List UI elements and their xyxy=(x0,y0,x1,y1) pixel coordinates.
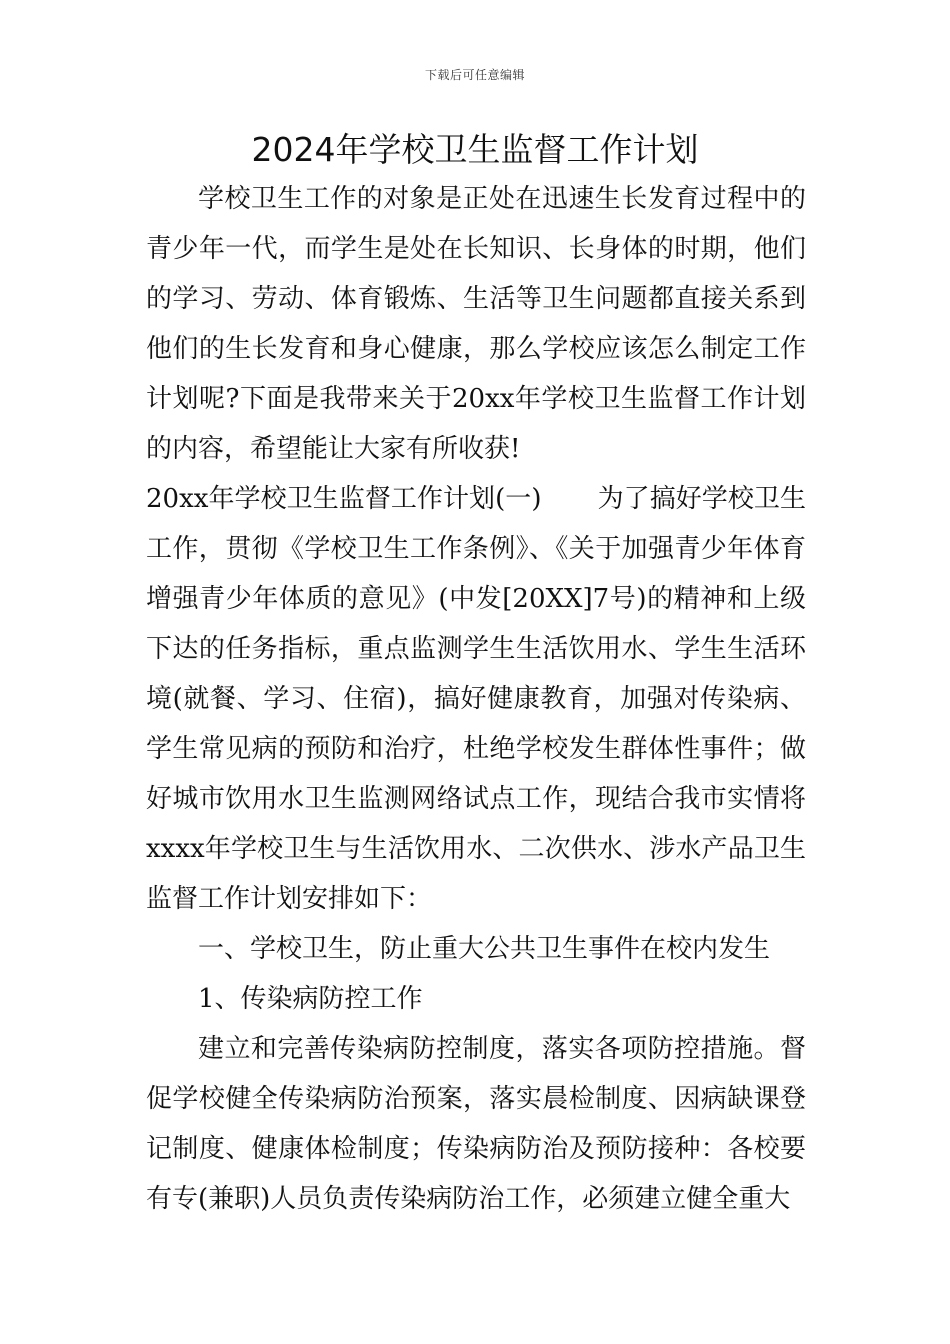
plan-body: 为了搞好学校卫生工作，贯彻《学校卫生工作条例》、《关于加强青少年体育增强青少年体质的意见》(中发[20XX]7号)的精神和上级下达的任务指标，重点监测学生生活饮用水、学生生活环境(就餐、学习、住宿)，搞好健康教育，加强对传染病、学生常见病的预防和治疗，杜绝学校发生群体性事件；做好城市饮用水卫生监测网络试点工作，现结合我市实情将xxxx年学校卫生与生活饮用水、二次供水、涉水产品卫生监督工作计划安排如下： xyxy=(146,484,806,914)
subsection-heading-1: 1、传染病防控工作 xyxy=(198,984,423,1014)
plan-heading: 20xx年学校卫生监督工作计划(一) xyxy=(146,484,542,514)
page-title: 2024年学校卫生监督工作计划 xyxy=(251,130,699,169)
header-note: 下载后可任意编辑 xyxy=(424,68,525,82)
intro-paragraph: 学校卫生工作的对象是正处在迅速生长发育过程中的青少年一代，而学生是处在长知识、长身体的时期，他们的学习、劳动、体育锻炼、生活等卫生问题都直接关系到他们的生长发育和身心健康，那么学校应该怎么制定工作计划呢?下面是我带来关于20xx年学校卫生监督工作计划的内容，希望能让大家有所收获! xyxy=(146,184,806,464)
body-paragraph-3: 建立和完善传染病防控制度，落实各项防控措施。督促学校健全传染病防治预案，落实晨检制度、因病缺课登记制度、健康体检制度；传染病防治及预防接种：各校要有专(兼职)人员负责传染病防治工作，必须建立健全重大 xyxy=(146,1034,806,1214)
plan-paragraph xyxy=(146,474,806,924)
document-body xyxy=(146,174,806,1224)
section-heading-1: 一、学校卫生，防止重大公共卫生事件在校内发生 xyxy=(198,934,771,964)
